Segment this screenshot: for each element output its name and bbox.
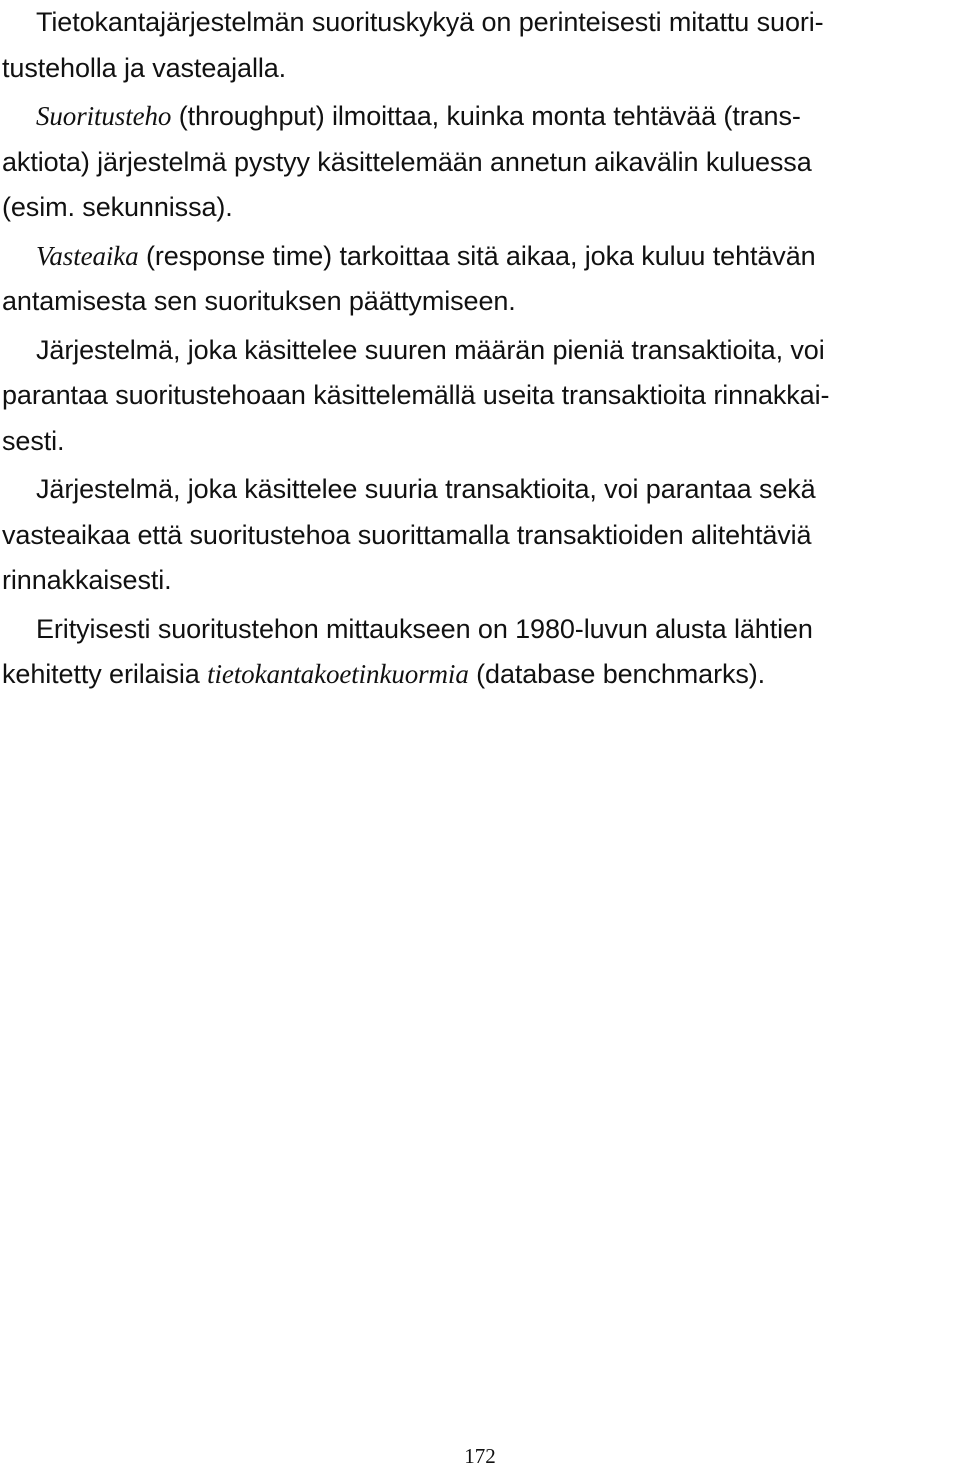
paragraph-large-transactions (2, 467, 954, 604)
line: vasteaikaa että suoritustehoa suorittamalla transaktioiden alitehtäviä (2, 519, 812, 550)
line: Tietokantajärjestelmän suorituskykyä on perinteisesti mitattu suori- (36, 7, 824, 37)
line: Järjestelmä, joka käsittelee suuren määrän pieniä transaktioita, voi (36, 334, 825, 365)
paragraph-small-transactions (2, 328, 954, 465)
line: Järjestelmä, joka käsittelee suuria transaktioita, voi parantaa sekä (36, 474, 816, 504)
document-body (2, 0, 954, 701)
line: tusteholla ja vasteajalla. (2, 52, 287, 83)
line: Erityisesti suoritustehon mittaukseen on 1980-luvun alusta lähtien (36, 613, 813, 644)
line: (response time) tarkoittaa sitä aikaa, joka kuluu tehtävän (138, 240, 816, 271)
paragraph-performance-intro (2, 0, 954, 91)
line: aktiota) järjestelmä pystyy käsittelemään annetun aikavälin kuluessa (2, 146, 812, 177)
line: (esim. sekunnissa). (2, 192, 233, 222)
paragraph-throughput (2, 94, 954, 231)
page-number: 172 (464, 1444, 496, 1468)
term-database-benchmarks: tietokantakoetinkuormia (207, 659, 469, 689)
paragraph-response-time (2, 234, 954, 325)
term-throughput: Suoritusteho (36, 101, 172, 131)
line: (database benchmarks). (468, 659, 766, 689)
line: (throughput) ilmoittaa, kuinka monta tehtävää (trans- (171, 101, 801, 131)
line: parantaa suoritustehoaan käsittelemällä useita transaktioita rinnakkai- (2, 380, 830, 410)
line: sesti. (2, 425, 65, 456)
line: rinnakkaisesti. (2, 565, 172, 595)
term-response-time: Vasteaika (36, 240, 139, 271)
line: antamisesta sen suorituksen päättymiseen. (2, 286, 516, 316)
paragraph-benchmarks (2, 607, 954, 698)
line: kehitetty erilaisia (2, 659, 208, 689)
